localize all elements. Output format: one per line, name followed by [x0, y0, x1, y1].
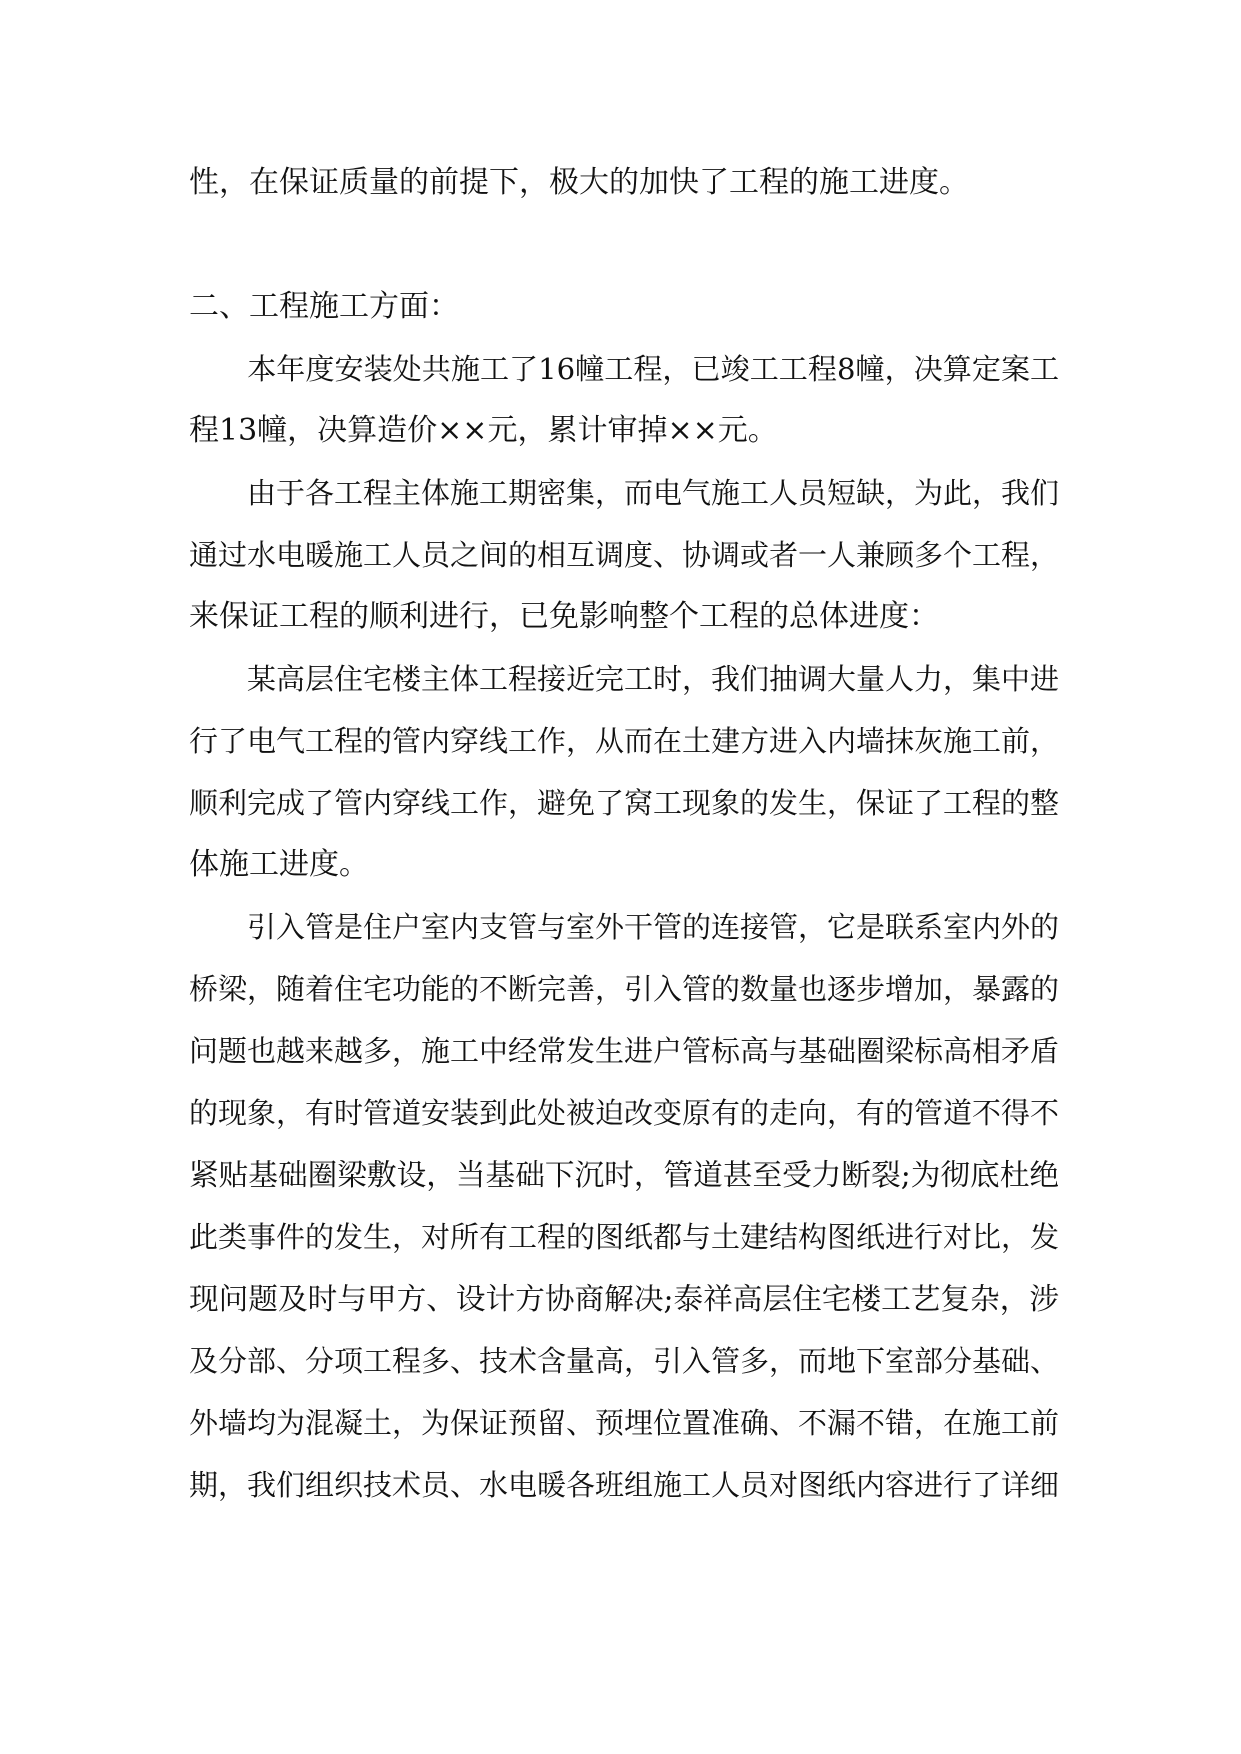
- text-line: 来保证工程的顺利进行，已免影响整个工程的总体进度：: [189, 599, 939, 634]
- paragraph-gap: [189, 214, 1059, 276]
- text-line: 性，在保证质量的前提下，极大的加快了工程的施工进度。: [189, 165, 969, 200]
- text-line: 桥梁，随着住宅功能的不断完善，引入管的数量也逐步增加，暴露的: [189, 972, 1060, 1006]
- text-line: 期，我们组织技术员、水电暖各班组施工人员对图纸内容进行了详细: [189, 1468, 1060, 1502]
- body-text: [189, 152, 1059, 1516]
- text-line: 顺利完成了管内穿线工作，避免了窝工现象的发生，保证了工程的整: [189, 786, 1060, 820]
- text-line: 现问题及时与甲方、设计方协商解决;泰祥高层住宅楼工艺复杂，涉: [189, 1281, 1060, 1316]
- text-line: 体施工进度。: [189, 847, 369, 882]
- text-line: 行了电气工程的管内穿线工作，从而在土建方进入内墙抹灰施工前，: [189, 724, 1060, 758]
- text-line: 的现象，有时管道安装到此处被迫改变原有的走向，有的管道不得不: [189, 1096, 1060, 1130]
- text-line: 引入管是住户室内支管与室外干管的连接管，它是联系室内外的: [247, 910, 1060, 944]
- text-line: 此类事件的发生，对所有工程的图纸都与土建结构图纸进行对比，发: [189, 1220, 1060, 1254]
- text-line: 程13幢，决算造价××元，累计审掉××元。: [189, 413, 778, 448]
- text-line: 某高层住宅楼主体工程接近完工时，我们抽调大量人力，集中进: [247, 662, 1060, 696]
- text-line: 及分部、分项工程多、技术含量高，引入管多，而地下室部分基础、: [189, 1344, 1060, 1378]
- text-line: 外墙均为混凝土，为保证预留、预埋位置准确、不漏不错，在施工前: [189, 1406, 1060, 1440]
- text-line: 本年度安装处共施工了16幢工程，已竣工工程8幢，决算定案工: [247, 352, 1060, 386]
- text-line: 问题也越来越多，施工中经常发生进户管标高与基础圈梁标高相矛盾: [189, 1034, 1060, 1068]
- text-line: 紧贴基础圈梁敷设，当基础下沉时，管道甚至受力断裂;为彻底杜绝: [189, 1157, 1060, 1192]
- text-line: 通过水电暖施工人员之间的相互调度、协调或者一人兼顾多个工程，: [189, 538, 1060, 572]
- section-heading: 二、工程施工方面：: [189, 289, 459, 324]
- text-line: 由于各工程主体施工期密集，而电气施工人员短缺，为此，我们: [247, 476, 1060, 510]
